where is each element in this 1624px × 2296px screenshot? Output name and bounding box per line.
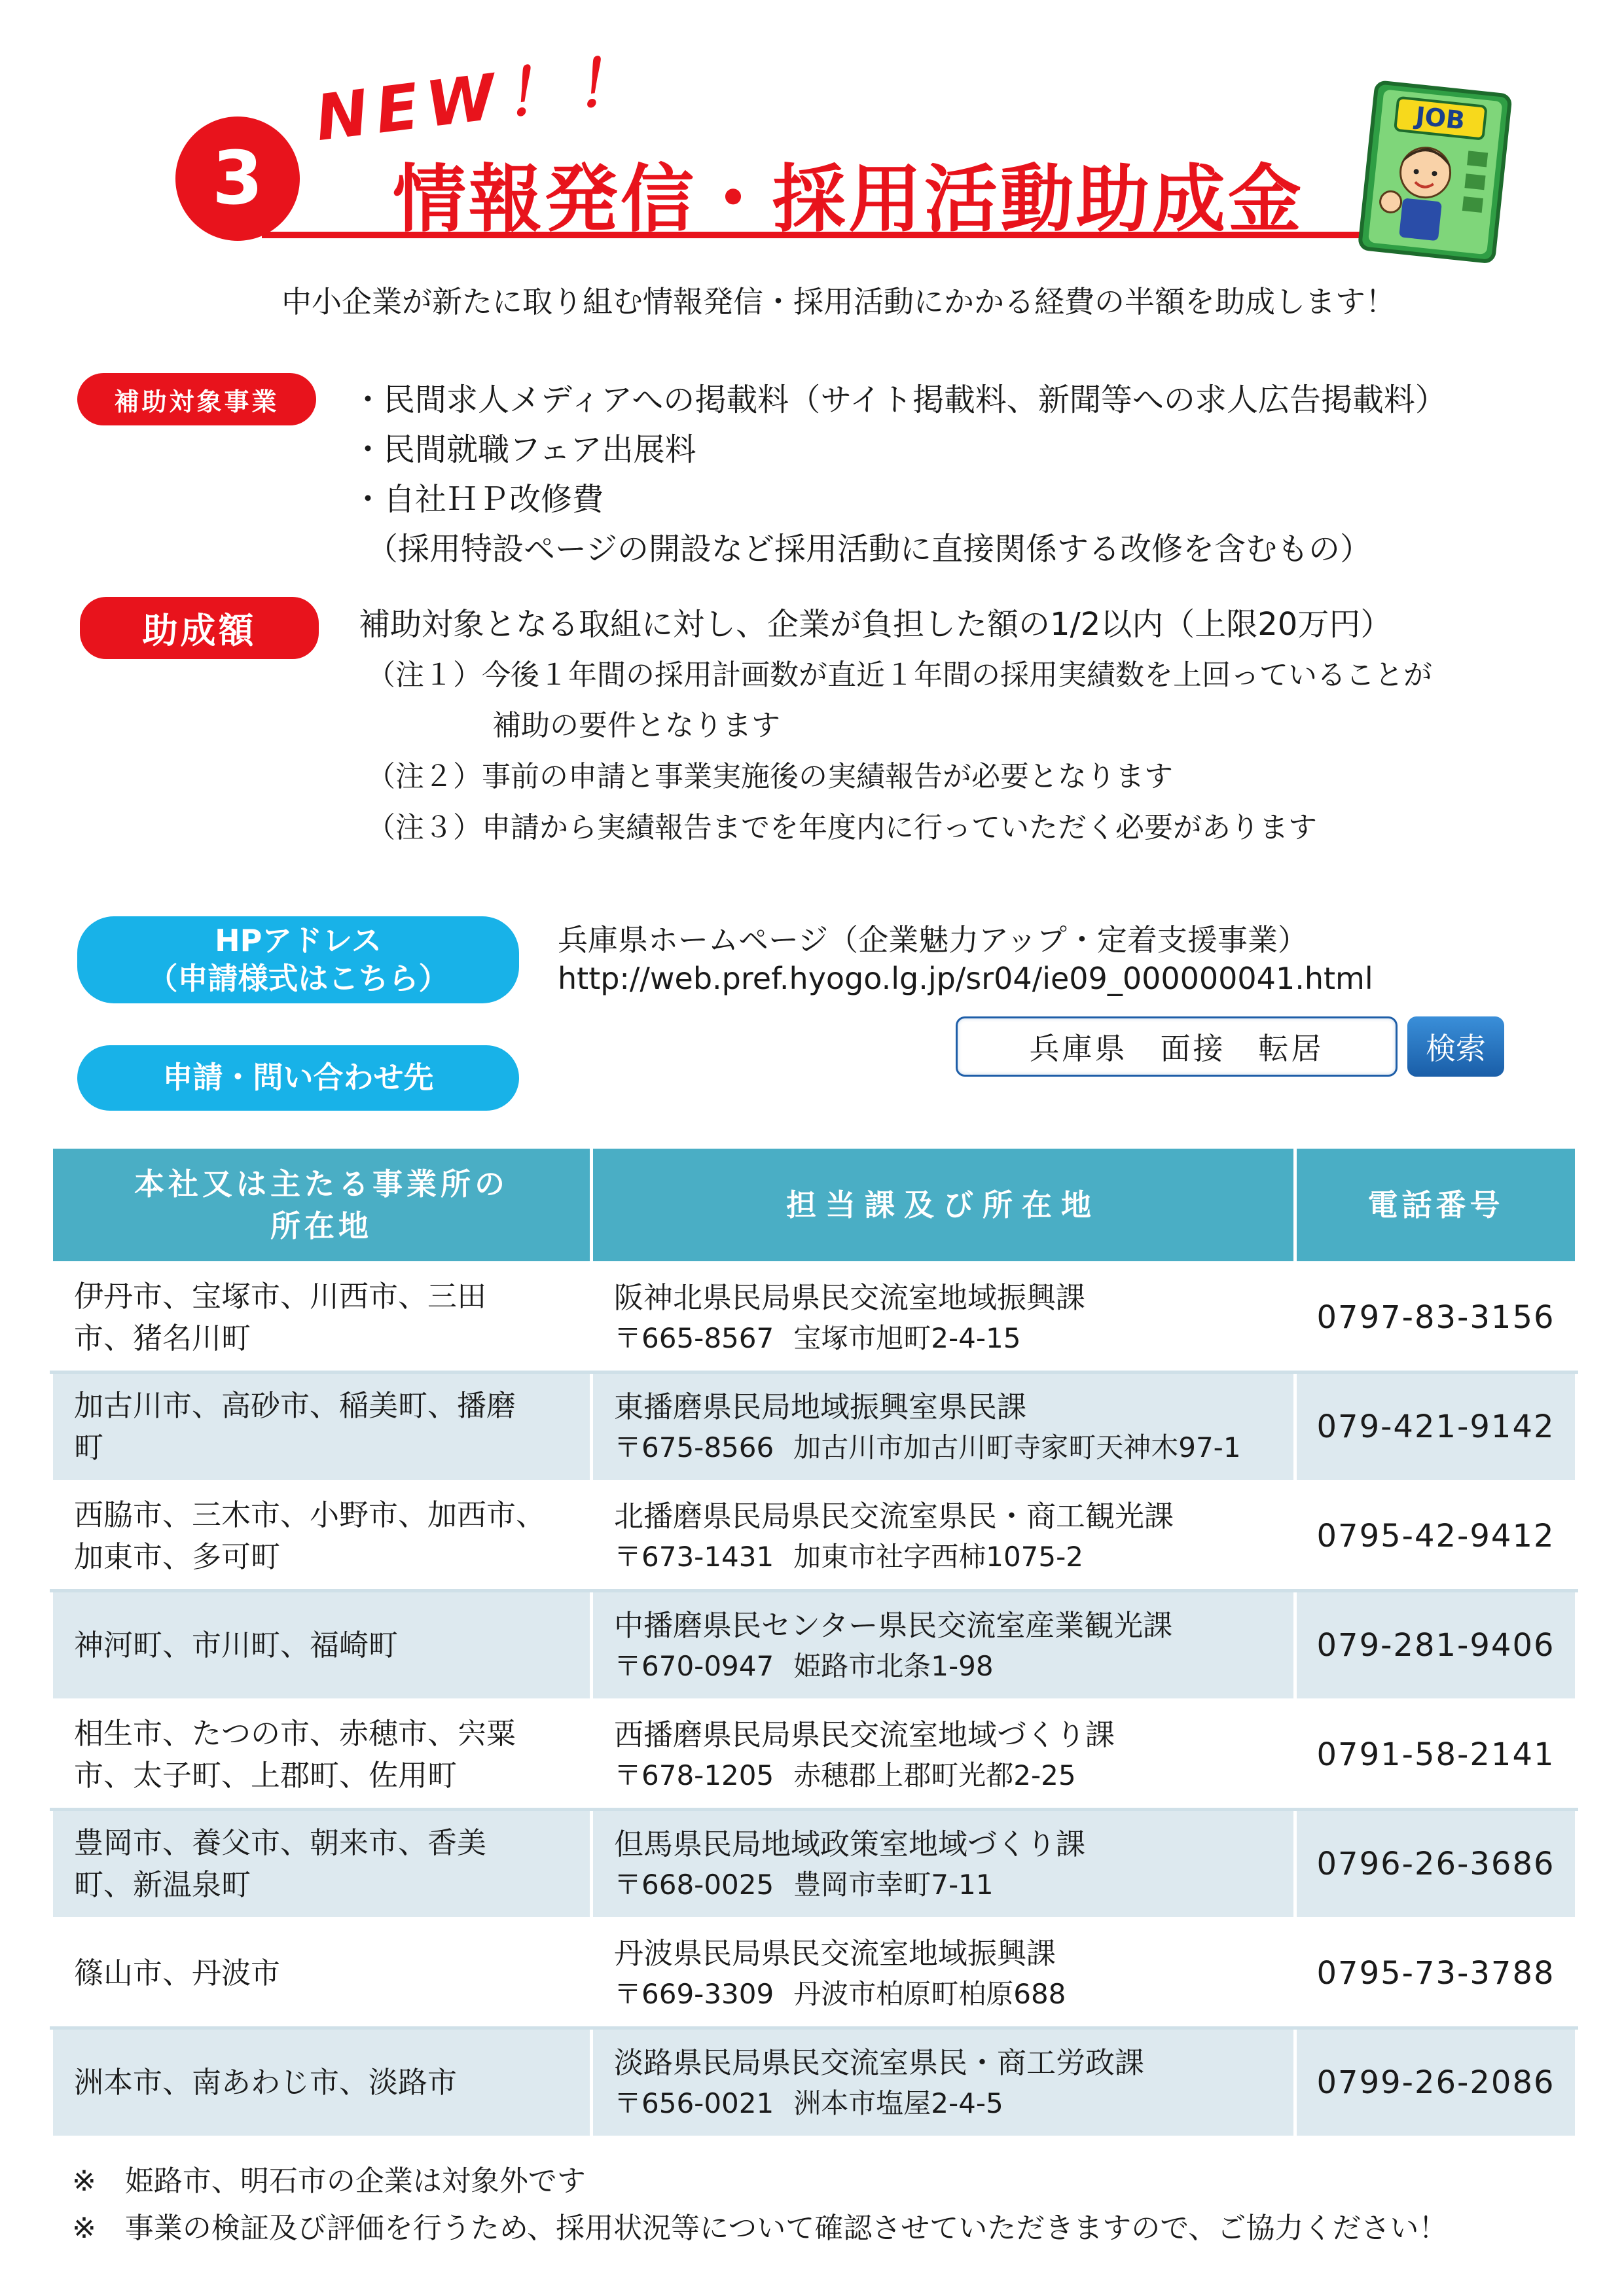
amount-section-label: 助成額	[80, 597, 319, 659]
office-name: 阪神北県民局県民交流室地域振興課	[614, 1280, 1086, 1316]
postal-code: 〒668-0025	[614, 1869, 774, 1901]
office-cell	[592, 1591, 1295, 1700]
office-cell	[592, 1810, 1295, 1919]
job-book-icon	[1360, 82, 1511, 262]
tel-cell: 0796-26-3686	[1295, 1810, 1577, 1919]
job-badge-text: JOB	[1414, 101, 1467, 135]
header-area	[52, 1147, 592, 1263]
office-name: 西播磨県民局県民交流室地域づくり課	[614, 1717, 1115, 1753]
section-number-badge: 3	[175, 117, 300, 241]
office-address	[614, 1537, 1293, 1577]
postal-code: 〒656-0021	[614, 2087, 774, 2120]
job-magazine-illustration	[1348, 75, 1519, 265]
address: 丹波市柏原町柏原688	[793, 1978, 1066, 2011]
header-area-line1: 本社又は主たる事業所の	[134, 1166, 509, 1202]
table-row	[52, 1372, 1577, 1482]
area-cell: 篠山市、丹波市	[52, 1919, 592, 2028]
tel-cell: 0791-58-2141	[1295, 1700, 1577, 1810]
office-name: 北播磨県民局県民交流室県民・商工観光課	[614, 1499, 1174, 1534]
postal-code: 〒665-8567	[614, 1322, 774, 1355]
area-cell: 加古川市、高砂市、稲美町、播磨町	[52, 1372, 592, 1482]
header-office: 担当課及び所在地	[592, 1147, 1295, 1263]
footnote: ※ 姫路市、明石市の企業は対象外です	[72, 2164, 586, 2198]
office-name: 中播磨県民センター県民交流室産業観光課	[614, 1608, 1173, 1643]
area-cell: 洲本市、南あわじ市、淡路市	[52, 2028, 592, 2138]
table-row	[52, 1810, 1577, 1919]
office-name: 東播磨県民局地域振興室県民課	[614, 1390, 1027, 1425]
address: 赤穂郡上郡町光都2-25	[793, 1759, 1076, 1792]
tel-cell: 0797-83-3156	[1295, 1263, 1577, 1372]
postal-code: 〒673-1431	[614, 1541, 774, 1573]
amount-note: （注３）申請から実績報告までを年度内に行っていただく必要があります	[367, 811, 1317, 844]
amount-note: （注１）今後１年間の採用計画数が直近１年間の採用実績数を上回っていることが	[367, 658, 1432, 692]
amount-description: 補助対象となる取組に対し、企業が負担した額の1/2以内（上限20万円）	[359, 606, 1392, 643]
office-cell	[592, 1919, 1295, 2028]
office-cell	[592, 1372, 1295, 1482]
target-section-label: 補助対象事業	[77, 373, 316, 425]
area-cell: 相生市、たつの市、赤穂市、宍粟市、太子町、上郡町、佐用町	[52, 1700, 592, 1810]
footnote: ※ 事業の検証及び評価を行うため、採用状況等について確認させていただきますので、ご協力ください！	[72, 2212, 1448, 2245]
target-item: ・民間求人メディアへの掲載料（サイト掲載料、新聞等への求人広告掲載料）	[352, 382, 1447, 418]
office-address	[614, 1428, 1293, 1467]
address: 姫路市北条1-98	[793, 1650, 994, 1683]
target-item: ・民間就職フェア出展料	[352, 431, 696, 468]
office-address	[614, 1756, 1293, 1795]
hp-address-label	[77, 916, 519, 1003]
office-address	[614, 1865, 1293, 1905]
postal-code: 〒670-0947	[614, 1650, 774, 1683]
hp-page-name: 兵庫県ホームページ（企業魅力アップ・定着支援事業）	[558, 922, 1308, 958]
target-item: ・自社ＨＰ改修費	[352, 481, 604, 518]
postal-code: 〒675-8566	[614, 1431, 774, 1464]
address: 豊岡市幸町7-11	[793, 1869, 994, 1901]
table-header-row	[52, 1147, 1577, 1263]
office-cell	[592, 1700, 1295, 1810]
table-row	[52, 1591, 1577, 1700]
hp-label-line1: HPアドレス	[215, 923, 382, 958]
tel-cell: 0795-73-3788	[1295, 1919, 1577, 2028]
hp-label-line2: （申請様式はこちら）	[147, 960, 449, 996]
postal-code: 〒669-3309	[614, 1978, 774, 2011]
search-button[interactable]: 検索	[1407, 1016, 1504, 1077]
tel-cell: 0799-26-2086	[1295, 2028, 1577, 2138]
office-name: 淡路県民局県民交流室県民・商工労政課	[614, 2045, 1145, 2081]
search-input[interactable]: 兵庫県 面接 転居	[956, 1016, 1398, 1077]
address: 加東市社字西柿1075-2	[793, 1541, 1083, 1573]
area-cell: 神河町、市川町、福崎町	[52, 1591, 592, 1700]
address: 洲本市塩屋2-4-5	[793, 2087, 1003, 2120]
contact-label: 申請・問い合わせ先	[77, 1045, 519, 1111]
table-row	[52, 1482, 1577, 1591]
header-tel: 電話番号	[1295, 1147, 1577, 1263]
header-area-line2: 所在地	[270, 1208, 372, 1244]
table-row	[52, 1700, 1577, 1810]
office-name: 但馬県民局地域政策室地域づくり課	[614, 1827, 1086, 1862]
contact-table	[50, 1145, 1578, 2139]
office-address	[614, 1319, 1293, 1358]
area-cell: 西脇市、三木市、小野市、加西市、加東市、多可町	[52, 1482, 592, 1591]
amount-note: （注２）事前の申請と事業実施後の実績報告が必要となります	[367, 760, 1173, 793]
office-address	[614, 2084, 1293, 2123]
target-item-note: （採用特設ページの開設など採用活動に直接関係する改修を含むもの）	[367, 531, 1372, 567]
office-cell	[592, 1482, 1295, 1591]
tel-cell: 079-421-9142	[1295, 1372, 1577, 1482]
tel-cell: 079-281-9406	[1295, 1591, 1577, 1700]
table-row	[52, 2028, 1577, 2138]
subtitle: 中小企業が新たに取り組む情報発信・採用活動にかかる経費の半額を助成します！	[281, 284, 1396, 319]
postal-code: 〒678-1205	[614, 1759, 774, 1792]
area-cell: 豊岡市、養父市、朝来市、香美町、新温泉町	[52, 1810, 592, 1919]
office-cell	[592, 2028, 1295, 2138]
table-row	[52, 1919, 1577, 2028]
area-cell: 伊丹市、宝塚市、川西市、三田市、猪名川町	[52, 1263, 592, 1372]
office-address	[614, 1647, 1293, 1686]
table-row	[52, 1263, 1577, 1372]
tel-cell: 0795-42-9412	[1295, 1482, 1577, 1591]
address: 宝塚市旭町2-4-15	[793, 1322, 1021, 1355]
office-address	[614, 1975, 1293, 2014]
new-label: NEW！！	[311, 42, 648, 156]
office-name: 丹波県民局県民交流室地域振興課	[614, 1936, 1056, 1971]
hp-url-link[interactable]: http://web.pref.hyogo.lg.jp/sr04/ie09_000000041.html	[558, 961, 1373, 996]
amount-note-continued: 補助の要件となります	[492, 709, 780, 742]
page-title: 情報発信・採用活動助成金	[393, 157, 1304, 242]
office-cell	[592, 1263, 1295, 1372]
address: 加古川市加古川町寺家町天神木97-1	[793, 1431, 1241, 1464]
